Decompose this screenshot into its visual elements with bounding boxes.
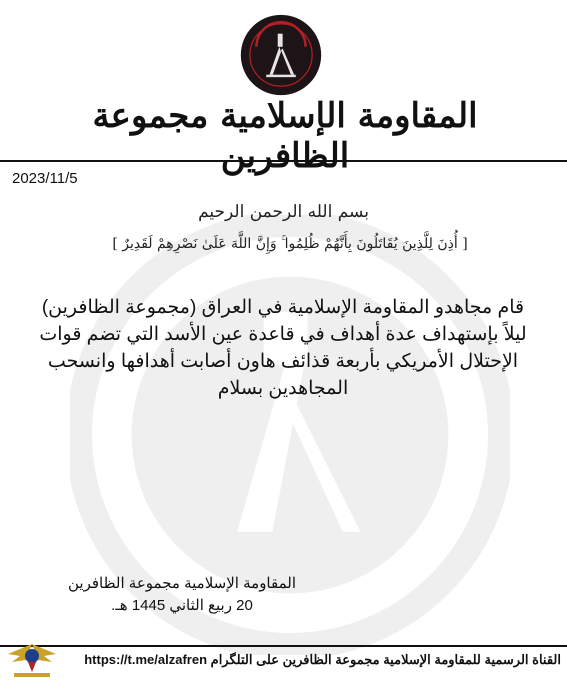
winged-badge-icon — [4, 636, 60, 680]
organization-title: المقاومة الإسلامية مجموعة الظافرين — [92, 96, 478, 176]
quran-verse: [ أُذِنَ لِلَّذِينَ يُقَاتَلُونَ بِأَنَّهُمْ ظُلِمُوا ۚ وَإِنَّ اللَّهَ عَلَىٰ نَصْرِهِمْ لَقَدِيرٌ ] — [112, 236, 468, 252]
signature-block — [60, 573, 304, 617]
signature-org: المقاومة الإسلامية مجموعة الظافرين — [67, 575, 297, 592]
footer-divider — [0, 645, 567, 647]
footer-channel-line — [46, 652, 561, 668]
footer-channel-text: القناة الرسمية للمقاومة الإسلامية مجموعة الظافرين على التلگرام — [210, 652, 561, 667]
group-logo-icon — [240, 14, 322, 96]
statement-line: قام مجاهدو المقاومة الإسلامية في العراق (مجموعة الظافرين) — [41, 297, 525, 318]
statement-body — [22, 294, 544, 402]
statement-line: ليلاً بإستهداف عدة أهداف في قاعدة عين الأسد التي تضم قوات — [39, 324, 527, 345]
telegram-link[interactable]: https://t.me/alzafren — [84, 652, 208, 667]
signature-hijri-date: 20 ربيع الثاني 1445 هـ. — [111, 597, 253, 614]
statement-line: الإحتلال الأمريكي بأربعة قذائف هاون أصابت أهدافها وانسحب — [47, 351, 519, 372]
basmala: بسم الله الرحمن الرحيم — [198, 202, 369, 222]
statement-line: المجاهدين بسلام — [217, 378, 349, 399]
statement-date: 2023/11/5 — [12, 170, 78, 187]
header-divider — [0, 160, 567, 162]
